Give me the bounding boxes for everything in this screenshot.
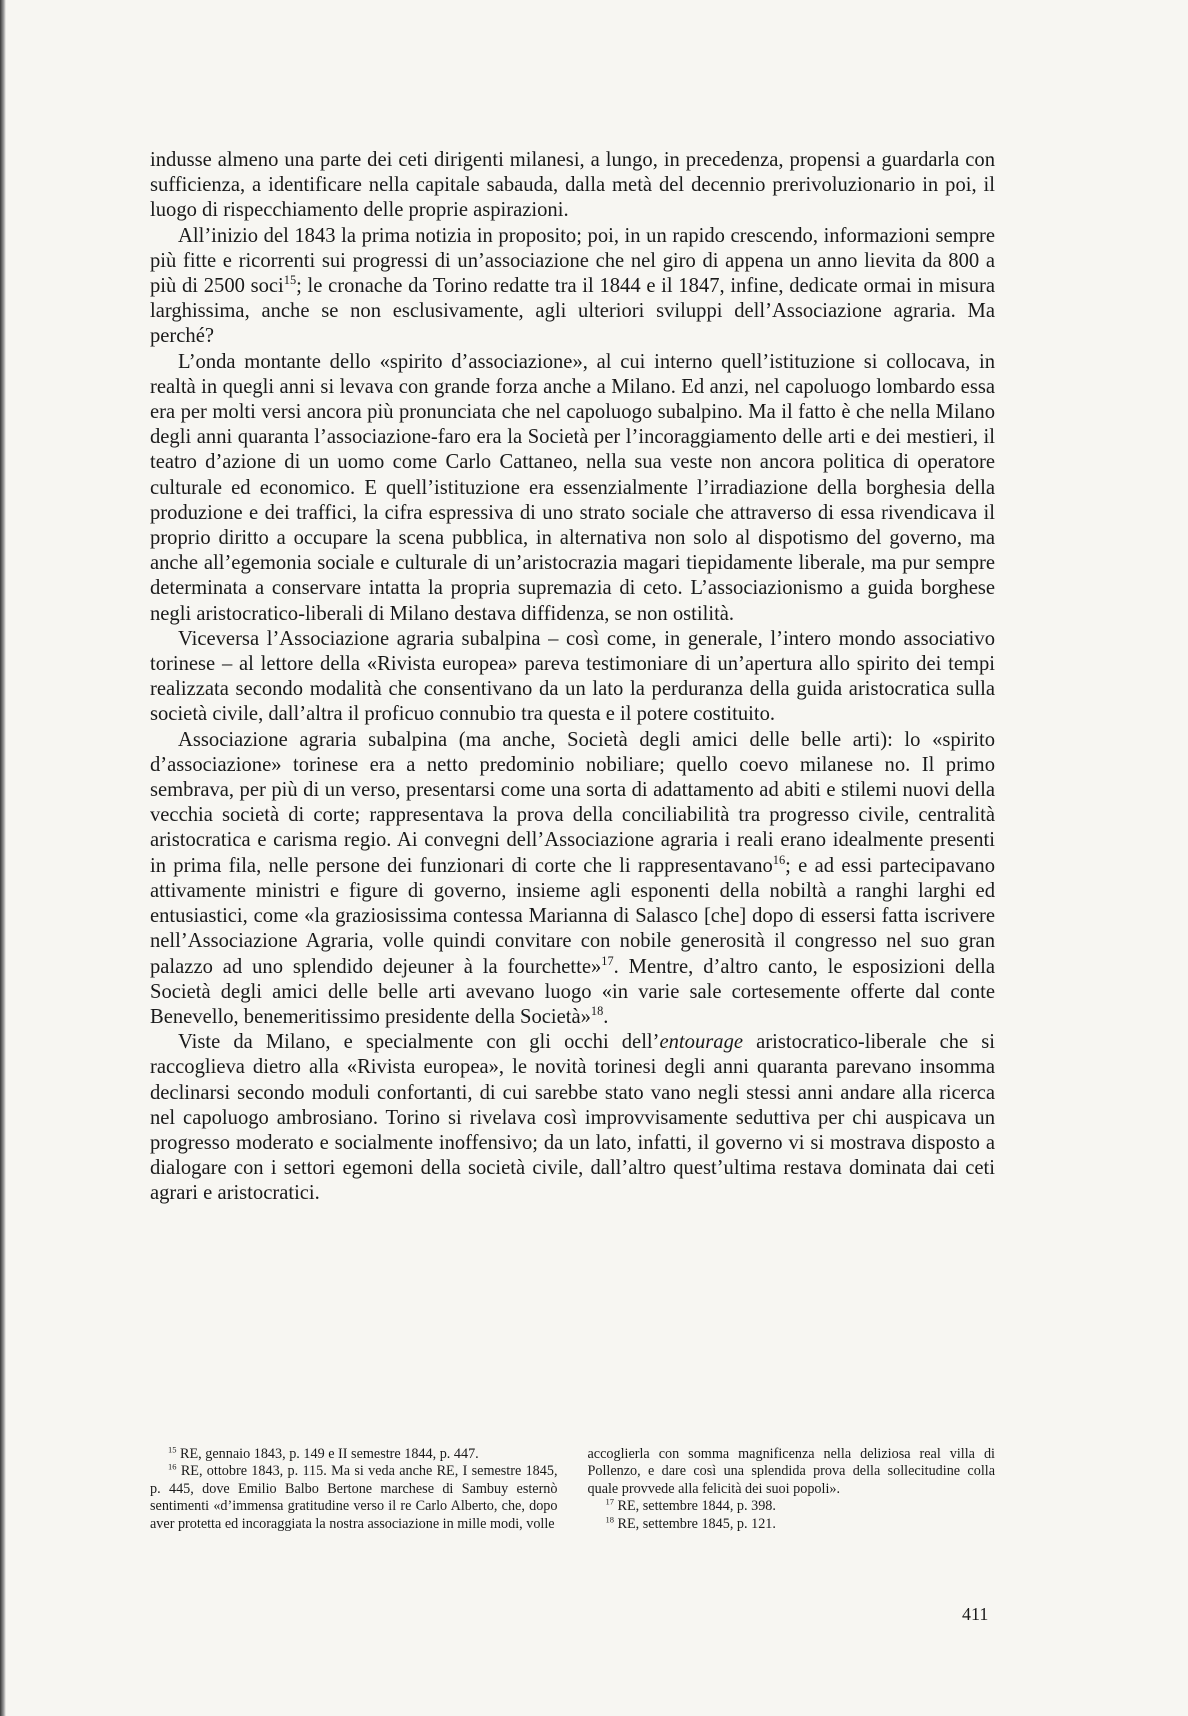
footnote-18: [588, 1513, 996, 1533]
footnote-16-number: 16: [168, 1461, 177, 1472]
note-ref-16: 16: [772, 852, 786, 867]
paragraph-2: [150, 224, 995, 350]
page-binding-edge: [0, 0, 6, 1716]
footnote-16-text: RE, ottobre 1843, p. 115. Ma si veda anche RE, I semestre 1845, p. 445, dove Emilio Balbo Bertone marchese di Sambuy esternò sentimenti «d’immensa gratitudine verso il re Carlo Alberto, che, dopo aver protetta ed incoraggiata la nostra associazione in mille modi, volle: [150, 1463, 558, 1532]
footnote-15-number: 15: [168, 1444, 177, 1455]
paragraph-3: L’onda montante dello «spirito d’associazione», al cui interno quell’istituzione si collocava, in realtà in quegli anni si levava con grande forza anche a Milano. Ed anzi, nel capoluogo lombardo essa era per molti versi ancora più pronunciata che nel capoluogo subalpino. Ma il fatto è che nella Milano degli anni quaranta l’associazione-faro era la Società per l’incoraggiamento delle arti e dei mestieri, il teatro d’azione di un uomo come Carlo Cattaneo, nella sua veste non ancora politica di operatore culturale ed economico. E quell’istituzione era essenzialmente l’irradiazione della borghesia della produzione e dei traffici, la cifra espressiva di uno strato sociale che attraverso di essa rivendicava il proprio diritto a occupare la scena pubblica, in alternativa non solo al dispotismo del governo, ma anche all’egemonia sociale e culturale di un’aristocrazia magari tiepidamente liberale, ma pur sempre determinata a conservare intatta la propria supremazia di ceto. L’associazionismo a guida borghese negli aristocratico-liberali di Milano destava diffidenza, se non ostilità.: [150, 350, 995, 625]
footnotes-right-column: [588, 1446, 996, 1533]
footnote-17-text: RE, settembre 1844, p. 398.: [614, 1498, 776, 1515]
main-text: [150, 148, 995, 1207]
footnote-16: [150, 1463, 558, 1533]
footnotes-left-column: [150, 1446, 558, 1533]
footnote-15-text: RE, gennaio 1843, p. 149 e II semestre 1844, p. 447.: [176, 1446, 479, 1462]
paragraph-5-text-c: . Mentre, d’altro canto, le esposizioni della Società degli amici delle belle arti avevano luogo «in varie sale cortesemente offerte dal conte Benevello, benemeritissimo presidente della Società»: [150, 955, 995, 1028]
page-number: 411: [962, 1604, 989, 1624]
paragraph-4: Viceversa l’Associazione agraria subalpina – così come, in generale, l’intero mondo associativo torinese – al lettore della «Rivista europea» pareva testimoniare di un’apertura allo spirito dei tempi realizzata secondo modalità che consentivano da un lato la perduranza della guida aristocratica sulla società civile, dall’altra il proficuo connubio tra questa e il potere costituito.: [150, 627, 995, 726]
paragraph-2-text-a: All’inizio del 1843 la prima notizia in proposito; poi, in un rapido crescendo, informazioni sempre più fitte e ricorrenti sui progressi di un’associazione che nel giro di appena un anno lievita da 800 a più di 2500 soci: [150, 224, 995, 298]
note-ref-18: 18: [590, 1004, 604, 1019]
paragraph-5-text-a: Associazione agraria subalpina (ma anche, Società degli amici delle belle arti): lo «spirito d’associazione» torinese era a netto predominio nobiliare; quello coevo milanese no. Il primo sembrava, per più di un verso, presentarsi come una sorta di adattamento ad abiti e stilemi nuovi della vecchia società di corte; rappresentava la prova della conciliabilità tra progresso civile, centralità aristocratica e carisma regio. Ai convegni dell’Associazione agraria i reali erano idealmente presenti in prima fila, nelle persone dei funzionari di corte che li rappresentavano: [150, 728, 995, 877]
footnote-17: [588, 1498, 996, 1515]
paragraph-6: [150, 1030, 995, 1206]
footnote-17-number: 17: [605, 1496, 614, 1507]
paragraph-6-italic: entourage: [659, 1031, 744, 1054]
footnote-18-number: 18: [605, 1513, 614, 1524]
note-ref-17: 17: [601, 953, 614, 968]
paragraph-6-text-b: aristocratico-liberale che si raccoglieva dietro alla «Rivista europea», le novità torinesi degli anni quaranta parevano insomma declinarsi secondo moduli confortanti, di cui sarebbe stato vano negli stessi anni andare alla ricerca nel capoluogo ambrosiano. Torino si rivelava così improvvisamente seduttiva per chi auspicava un progresso moderato e socialmente inoffensivo; da un lato, infatti, il governo vi si mostrava disposto a dialogare con i settori egemoni della società civile, dall’altro quest’ultima restava dominata dai ceti agrari e aristocratici.: [150, 1031, 995, 1205]
paragraph-5-text-d: .: [603, 1005, 609, 1028]
paragraph-2-text-b: ; le cronache da Torino redatte tra il 1844 e il 1847, infine, dedicate ormai in misura larghissima, anche se non esclusivamente, agli ulteriori sviluppi dell’Associazione agraria. Ma perché?: [150, 275, 995, 348]
footnotes: [150, 1446, 995, 1533]
paragraph-5: [150, 728, 995, 1030]
footnote-18-text: RE, settembre 1845, p. 121.: [614, 1515, 776, 1532]
paragraph-6-text-a: Viste da Milano, e specialmente con gli occhi dell’: [178, 1031, 660, 1054]
paragraph-5-text-b: ; e ad essi partecipavano attivamente ministri e figure di governo, insieme agli esponenti della nobiltà a ranghi larghi ed entusiastici, come «la graziosissima contessa Marianna di Salasco [che] dopo di essersi fatta iscrivere nell’Associazione Agraria, volle quindi convitare con nobile generosità il congresso nel suo gran palazzo ad uno splendido dejeuner à la fourchette»: [150, 854, 995, 978]
paragraph-1: indusse almeno una parte dei ceti dirigenti milanesi, a lungo, in precedenza, propensi a guardarla con sufficienza, a identificare nella capitale sabauda, dalla metà del decennio prerivoluzionario in poi, il luogo di rispecchiamento delle proprie aspirazioni.: [150, 149, 995, 222]
footnote-15: [150, 1446, 558, 1463]
footnote-16-continuation: accoglierla con somma magnificenza nella deliziosa real villa di Pollenzo, e dare così una splendida prova della sollecitudine colla quale provvede alla felicità dei suoi popoli».: [587, 1446, 995, 1497]
note-ref-15: 15: [283, 273, 297, 288]
